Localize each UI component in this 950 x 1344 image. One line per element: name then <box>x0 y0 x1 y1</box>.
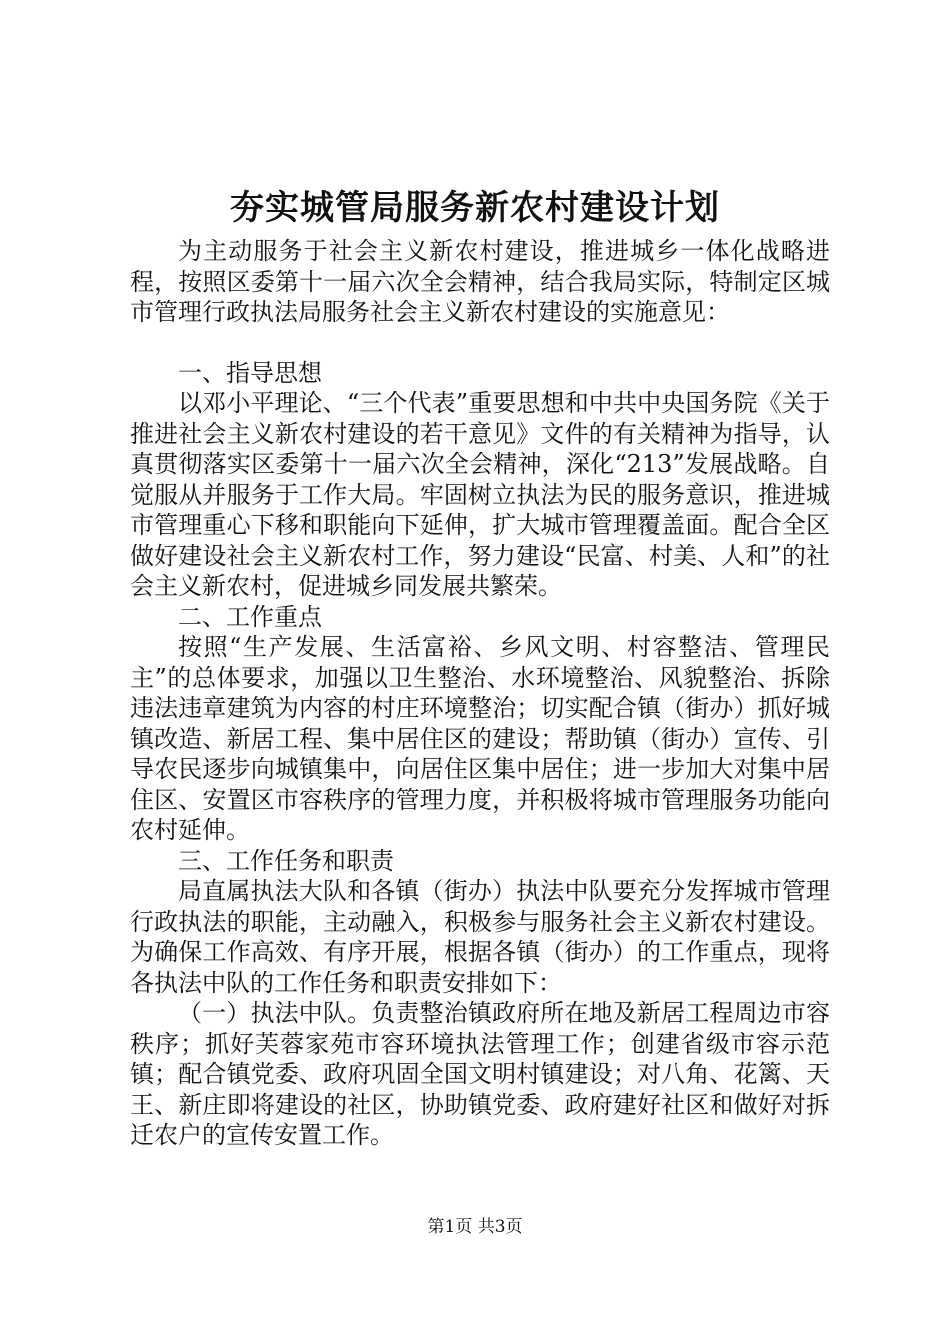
paragraph-guiding-ideology: 以邓小平理论、“三个代表”重要思想和中共中央国务院《关于推进社会主义新农村建设的若干意见》文件的有关精神为指导，认真贯彻落实区委第十一届六次全会精神，深化“213”发展战略。自觉服从并服务于工作大局。牢固树立执法为民的服务意识，推进城市管理重心下移和职能向下延伸，扩大城市管理覆盖面。配合全区做好建设社会主义新农村工作，努力建设“民富、村美、人和”的社会主义新农村，促进城乡同发展共繁荣。 <box>130 389 830 600</box>
document-body <box>130 236 830 1151</box>
paragraph-enforcement-squad: （一）执法中队。负责整治镇政府所在地及新居工程周边市容秩序；抓好芙蓉家苑市容环境执法管理工作；创建省级市容示范镇；配合镇党委、政府巩固全国文明村镇建设；对八角、花篱、天王、新庄即将建设的社区，协助镇党委、政府建好社区和做好对拆迁农户的宣传安置工作。 <box>130 999 830 1149</box>
section-heading-tasks-duties: 三、工作任务和职责 <box>178 846 394 875</box>
paragraph-tasks-duties: 局直属执法大队和各镇（街办）执法中队要充分发挥城市管理行政执法的职能，主动融入，积极参与服务社会主义新农村建设。为确保工作高效、有序开展，根据各镇（街办）的工作重点，现将各执法中队的工作任务和职责安排如下： <box>130 877 830 997</box>
section-heading-guiding-ideology: 一、指导思想 <box>178 358 322 387</box>
page-number-footer: 第1页 共3页 <box>427 1217 523 1237</box>
section-heading-work-focus: 二、工作重点 <box>178 602 322 631</box>
paragraph-work-focus: 按照“生产发展、生活富裕、乡风文明、村容整洁、管理民主”的总体要求，加强以卫生整治、水环境整治、风貌整治、拆除违法违章建筑为内容的村庄环境整治；切实配合镇（街办）抓好城镇改造、新居工程、集中居住区的建设；帮助镇（街办）宣传、引导农民逐步向城镇集中，向居住区集中居住；进一步加大对集中居住区、安置区市容秩序的管理力度，并积极将城市管理服务功能向农村延伸。 <box>130 633 830 844</box>
document-title: 夯实城管局服务新农村建设计划 <box>230 188 720 228</box>
intro-paragraph: 为主动服务于社会主义新农村建设，推进城乡一体化战略进程，按照区委第十一届六次全会精神，结合我局实际，特制定区城市管理行政执法局服务社会主义新农村建设的实施意见： <box>130 237 830 326</box>
